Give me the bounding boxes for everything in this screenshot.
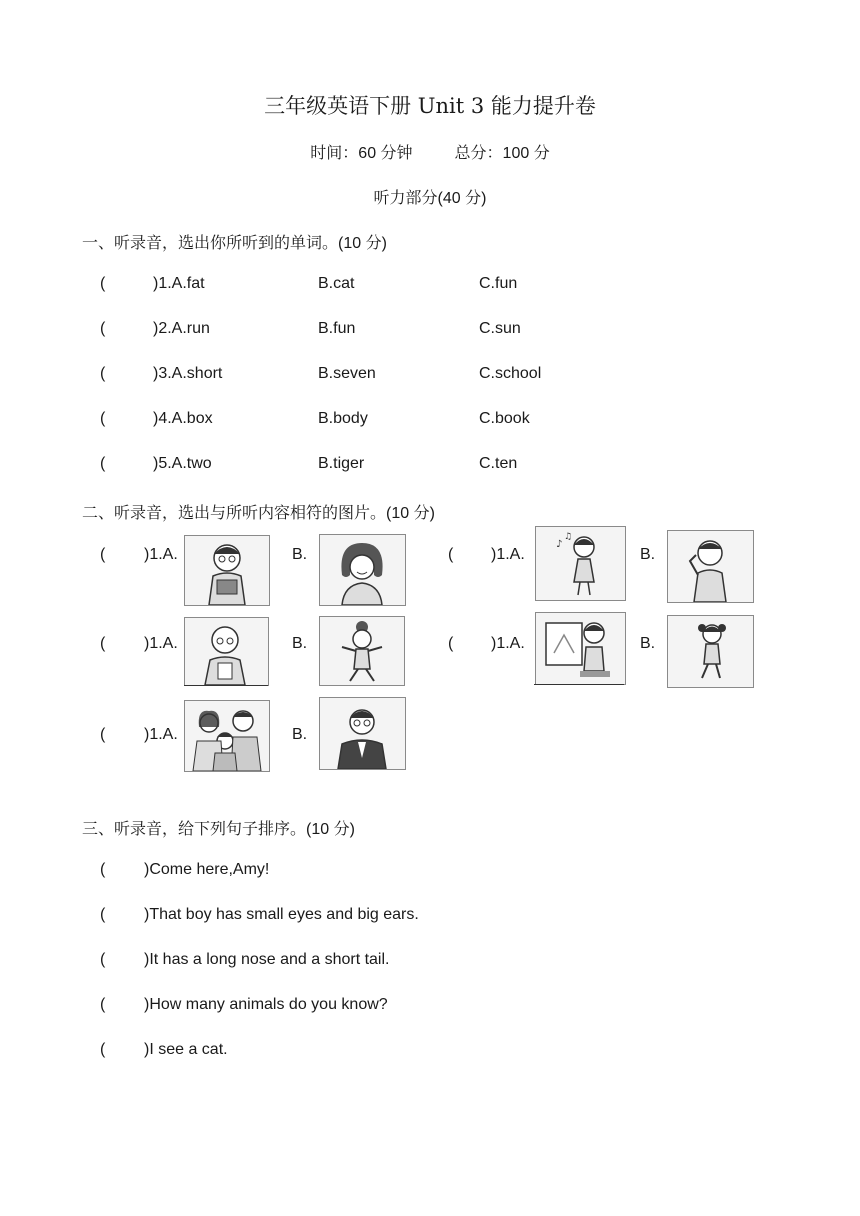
boy-drawing-picture[interactable] [535, 612, 626, 685]
option-b: B. [292, 546, 308, 563]
option-b: B.fun [318, 320, 356, 337]
option-b: B.body [318, 410, 368, 427]
sentence-text: )How many animals do you know? [144, 996, 388, 1013]
girl-singing-picture[interactable] [535, 526, 626, 601]
option-a: )4.A.box [153, 410, 213, 427]
exam-meta [0, 140, 860, 163]
boy-with-glasses-picture[interactable] [184, 535, 270, 606]
answer-paren[interactable]: ( [100, 635, 106, 652]
option-a: )1.A. [491, 546, 525, 563]
answer-paren[interactable]: ( [100, 951, 106, 968]
section3-heading: 三、听录音，给下列句子排序。(10 分) [82, 821, 355, 838]
answer-paren[interactable]: ( [100, 455, 106, 472]
svg-text:♫: ♫ [564, 532, 573, 542]
option-a: )1.A. [491, 635, 525, 652]
option-a: )1.A.fat [153, 275, 205, 292]
boy-pointing-ear-picture[interactable] [667, 530, 754, 603]
answer-paren[interactable]: ( [100, 996, 106, 1013]
sentence-text: )I see a cat. [144, 1041, 228, 1058]
option-a: )2.A.run [153, 320, 210, 337]
option-c: C.ten [479, 455, 518, 472]
option-c: C.book [479, 410, 530, 427]
grandma-dancing-picture[interactable] [319, 616, 405, 686]
underline [534, 684, 624, 685]
option-b: B.tiger [318, 455, 365, 472]
answer-paren[interactable]: ( [100, 275, 106, 292]
answer-paren[interactable]: ( [100, 546, 106, 563]
option-b: B. [640, 546, 656, 563]
option-b: B. [292, 635, 308, 652]
answer-paren[interactable]: ( [100, 726, 106, 743]
man-in-suit-picture[interactable] [319, 697, 406, 770]
answer-paren[interactable]: ( [100, 906, 106, 923]
exam-time: 时间：60 分钟 [310, 145, 413, 162]
answer-paren[interactable]: ( [448, 635, 454, 652]
option-a: )1.A. [144, 726, 178, 743]
option-b: B. [292, 726, 308, 743]
underline [184, 685, 268, 686]
option-b: B.cat [318, 275, 355, 292]
page-title: 三年级英语下册 Unit 3 能力提升卷 [264, 94, 596, 118]
exam-score: 总分：100 分 [454, 145, 550, 162]
sentence-text: )Come here,Amy! [144, 861, 270, 878]
sentence-text: )It has a long nose and a short tail. [144, 951, 390, 968]
option-b: B.seven [318, 365, 376, 382]
answer-paren[interactable]: ( [100, 1041, 106, 1058]
part-heading: 听力部分(40 分) [373, 190, 487, 207]
answer-paren[interactable]: ( [100, 410, 106, 427]
option-c: C.fun [479, 275, 518, 292]
girl-walking-picture[interactable] [667, 615, 754, 688]
section2-heading: 二、听录音，选出与所听内容相符的图片。(10 分) [82, 505, 435, 522]
option-a: )1.A. [144, 635, 178, 652]
sentence-text: )That boy has small eyes and big ears. [144, 906, 419, 923]
answer-paren[interactable]: ( [100, 320, 106, 337]
svg-text:♪: ♪ [556, 539, 563, 550]
option-a: )1.A. [144, 546, 178, 563]
option-a: )3.A.short [153, 365, 223, 382]
answer-paren[interactable]: ( [100, 365, 106, 382]
option-c: C.school [479, 365, 542, 382]
grandpa-picture[interactable] [184, 617, 269, 686]
section1-heading: 一、听录音，选出你所听到的单词。(10 分) [82, 235, 387, 252]
option-c: C.sun [479, 320, 521, 337]
answer-paren[interactable]: ( [448, 546, 454, 563]
option-a: )5.A.two [153, 455, 212, 472]
option-b: B. [640, 635, 656, 652]
answer-paren[interactable]: ( [100, 861, 106, 878]
woman-smiling-picture[interactable] [319, 534, 406, 606]
family-picture[interactable] [184, 700, 270, 772]
